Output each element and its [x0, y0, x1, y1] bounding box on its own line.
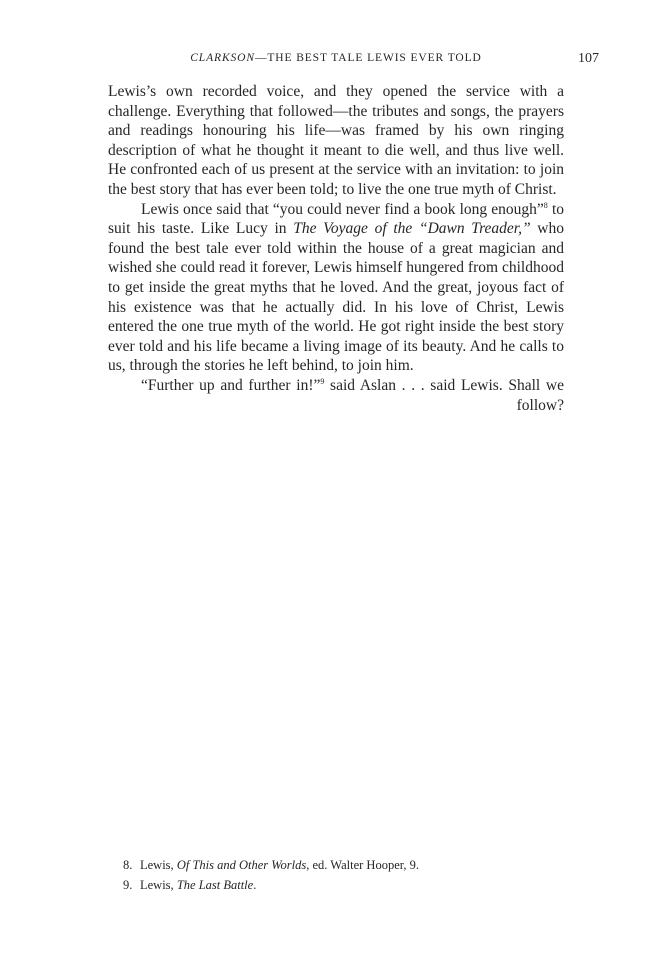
paragraph: [108, 200, 564, 376]
paragraph-text: Lewis’s own recorded voice, and they opened the service with a challenge. Everything that followed—the tributes and songs, the prayers and readings honouring his life—was framed by his own ringing description of what he thought it meant to die well, and thus live well. He confronted each of us present at the service with an invitation: to join the best story that has ever been told; to live the one true myth of Christ.: [108, 83, 564, 198]
footnote: [123, 855, 573, 875]
footnote-text: , ed. Walter Hooper, 9.: [306, 858, 420, 872]
running-head-title: THE BEST TALE LEWIS EVER TOLD: [267, 52, 482, 64]
footnote-number: 8.: [123, 858, 133, 872]
footnotes: [123, 855, 573, 895]
running-head-author: CLARKSON: [190, 52, 255, 64]
footnote: [123, 875, 573, 895]
footnote-number: 9.: [123, 878, 133, 892]
footnote-text: .: [253, 878, 257, 892]
paragraph: [108, 82, 564, 200]
footnote-text: Lewis,: [140, 858, 177, 872]
running-head: [108, 52, 564, 64]
paragraph-text: to suit his taste. Like Lucy in: [108, 200, 564, 238]
footnote-text: Lewis,: [140, 878, 177, 892]
paragraph-text: said Aslan . . . said Lewis. Shall we follow?: [324, 376, 564, 414]
footnote-book-title: Of This and Other Worlds: [176, 858, 307, 872]
book-title: The Voyage of the “Dawn Treader,”: [293, 220, 531, 238]
paragraph: [108, 376, 564, 415]
page-number: 107: [578, 51, 599, 66]
paragraph-text: “Further up and further in!”: [141, 376, 321, 394]
body-text: [108, 82, 564, 415]
footnote-reference: 8: [543, 200, 548, 210]
footnote-book-title: The Last Battle: [176, 878, 254, 892]
paragraph-text: Lewis once said that “you could never find a book long enough”: [141, 200, 544, 218]
footnote-reference: 9: [320, 376, 325, 386]
paragraph-text: who found the best tale ever told within the house of a great magician and wished she could read it forever, Lewis himself hungered from childhood to get inside the great myths that he loved. And the great, joyous fact of his existence was that he actually did. In his love of Christ, Lewis entered the one true myth of the world. He got right inside the best story ever told and his life became a living image of its beauty. And he calls to us, through the stories he left behind, to join him.: [108, 220, 564, 375]
running-head-separator: —: [254, 52, 268, 64]
